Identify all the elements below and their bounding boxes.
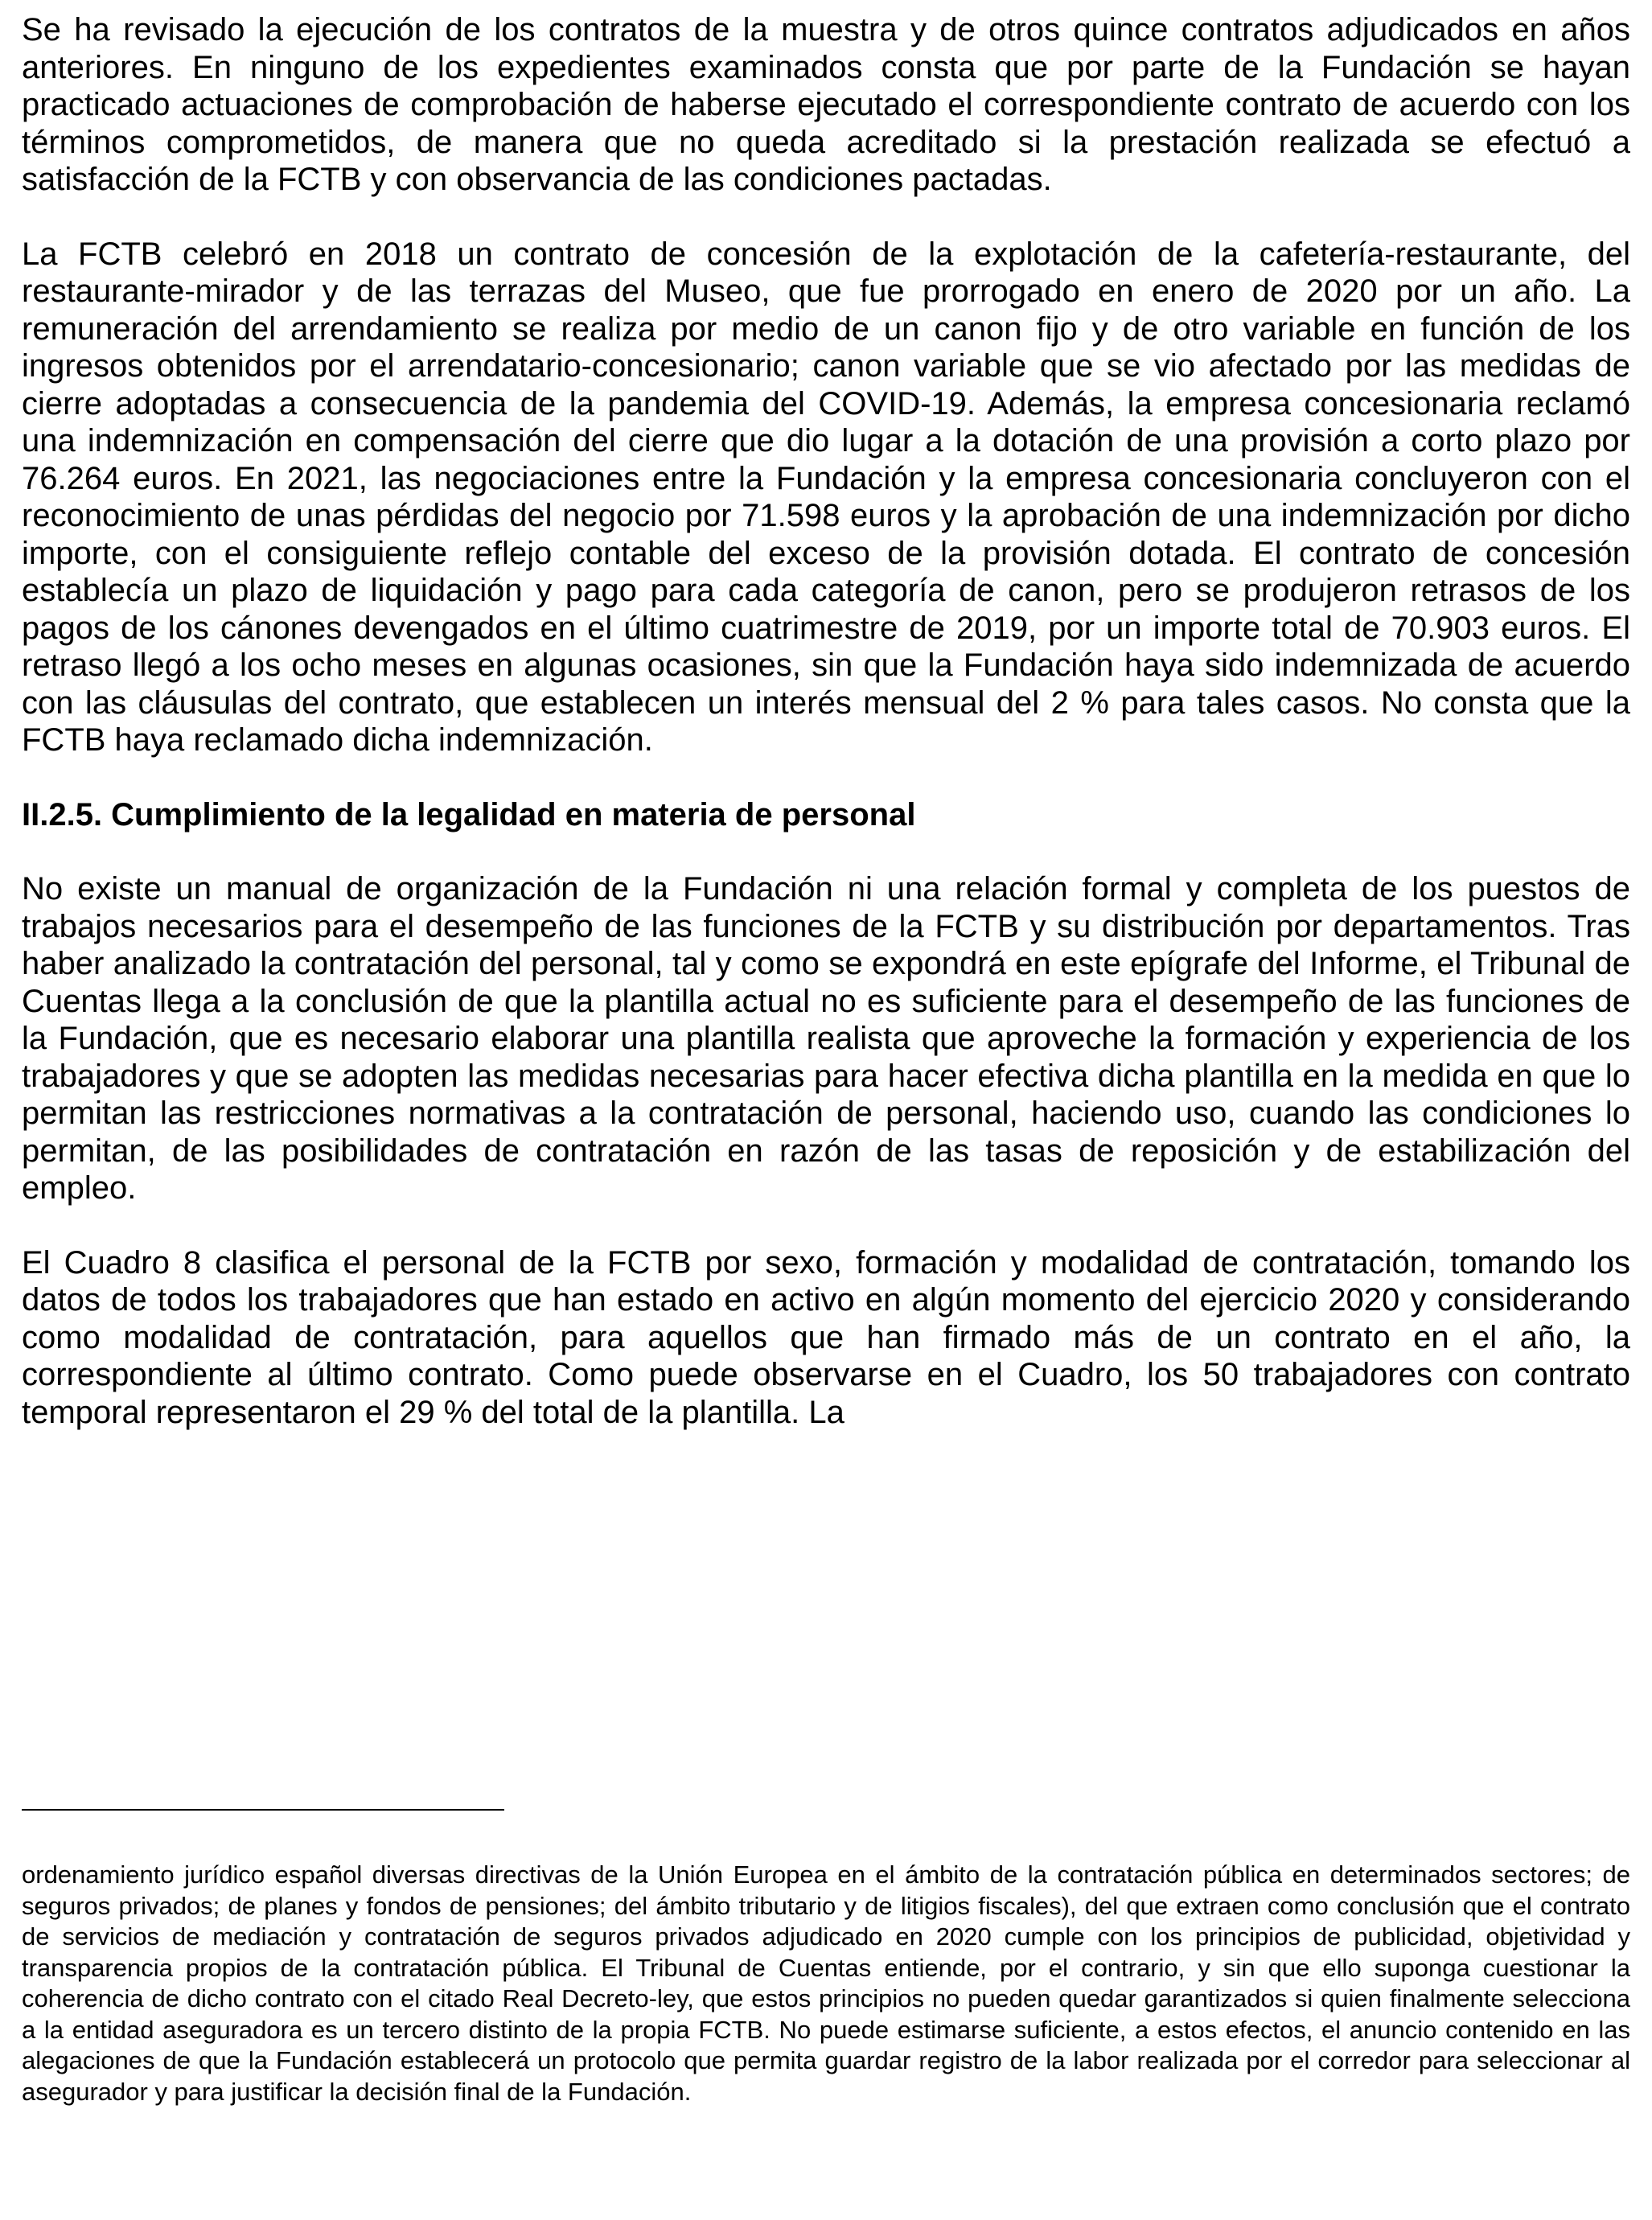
section-heading: II.2.5. Cumplimiento de la legalidad en materia de personal (22, 796, 916, 832)
document-body (22, 11, 1630, 1431)
footnote-text: ordenamiento jurídico español diversas directivas de la Unión Europea en el ámbito de la contratación pública en determinados sectores; de seguros privados; de planes y fondos de pensiones; del ámbito tributario y de litigios fiscales), del que extraen como conclusión que el contrato de servicios de mediación y contratación de seguros privados adjudicado en 2020 cumple con los principios de publicidad, objetividad y transparencia propios de la contratación pública. El Tribunal de Cuentas entiende, por el contrario, y sin que ello suponga cuestionar la coherencia de dicho contrato con el citado Real Decreto-ley, que estos principios no pueden quedar garantizados si quien finalmente selecciona a la entidad aseguradora es un tercero distinto de la propia FCTB. No puede estimarse suficiente, a estos efectos, el anuncio contenido en las alegaciones de que la Fundación establecerá un protocolo que permita guardar registro de la labor realizada por el corredor para seleccionar al asegurador y para justificar la decisión final de la Fundación. (22, 1860, 1630, 2106)
paragraph-spacer (22, 759, 1630, 796)
paragraph-organization-manual: No existe un manual de organización de la Fundación ni una relación formal y completa de los puestos de trabajos necesarios para el desempeño de las funciones de la FCTB y su distribución por departamentos. Tras haber analizado la contratación del personal, tal y como se expondrá en este epígrafe del Informe, el Tribunal de Cuentas llega a la conclusión de que la plantilla actual no es suficiente para el desempeño de las funciones de la Fundación, que es necesario elaborar una plantilla realista que aproveche la formación y experiencia de los trabajadores y que se adopten las medidas necesarias para hacer efectiva dicha plantilla en la medida en que lo permitan las restricciones normativas a la contratación de personal, haciendo uso, cuando las condiciones lo permitan, de las posibilidades de contratación en razón de las tasas de reposición y de estabilización del empleo. (22, 871, 1630, 1206)
paragraph-spacer (22, 199, 1630, 236)
paragraph-concession-contract: La FCTB celebró en 2018 un contrato de concesión de la explotación de la cafetería-restaurante, del restaurante-mirador y de las terrazas del Museo, que fue prorrogado en enero de 2020 por un año. La remuneración del arrendamiento se realiza por medio de un canon fijo y de otro variable en función de los ingresos obtenidos por el arrendatario-concesionario; canon variable que se vio afectado por las medidas de cierre adoptadas a consecuencia de la pandemia del COVID-19. Además, la empresa concesionaria reclamó una indemnización en compensación del cierre que dio lugar a la dotación de una provisión a corto plazo por 76.264 euros. En 2021, las negociaciones entre la Fundación y la empresa concesionaria concluyeron con el reconocimiento de unas pérdidas del negocio por 71.598 euros y la aprobación de una indemnización por dicho importe, con el consiguiente reflejo contable del exceso de la provisión dotada. El contrato de concesión establecía un plazo de liquidación y pago para cada categoría de canon, pero se produjeron retrasos de los pagos de los cánones devengados en el último cuatrimestre de 2019, por un importe total de 70.903 euros. El retraso llegó a los ocho meses en algunas ocasiones, sin que la Fundación haya sido indemnizada de acuerdo con las cláusulas del contrato, que establecen un interés mensual del 2 % para tales casos. No consta que la FCTB haya reclamado dicha indemnización. (22, 236, 1630, 758)
paragraph-spacer (22, 1207, 1630, 1244)
paragraph-spacer (22, 833, 1630, 870)
paragraph-staff-table: El Cuadro 8 clasifica el personal de la FCTB por sexo, formación y modalidad de contratación, tomando los datos de todos los trabajadores que han estado en activo en algún momento del ejercicio 2020 y considerando como modalidad de contratación, para aquellos que han firmado más de un contrato en el año, la correspondiente al último contrato. Como puede observarse en el Cuadro, los 50 trabajadores con contrato temporal representaron el 29 % del total de la plantilla. La (22, 1244, 1630, 1430)
footnote-separator (22, 1809, 504, 1811)
paragraph-contract-execution: Se ha revisado la ejecución de los contratos de la muestra y de otros quince contratos adjudicados en años anteriores. En ninguno de los expedientes examinados consta que por parte de la Fundación se hayan practicado actuaciones de comprobación de haberse ejecutado el correspondiente contrato de acuerdo con los términos comprometidos, de manera que no queda acreditado si la prestación realizada se efectuó a satisfacción de la FCTB y con observancia de las condiciones pactadas. (22, 12, 1630, 197)
